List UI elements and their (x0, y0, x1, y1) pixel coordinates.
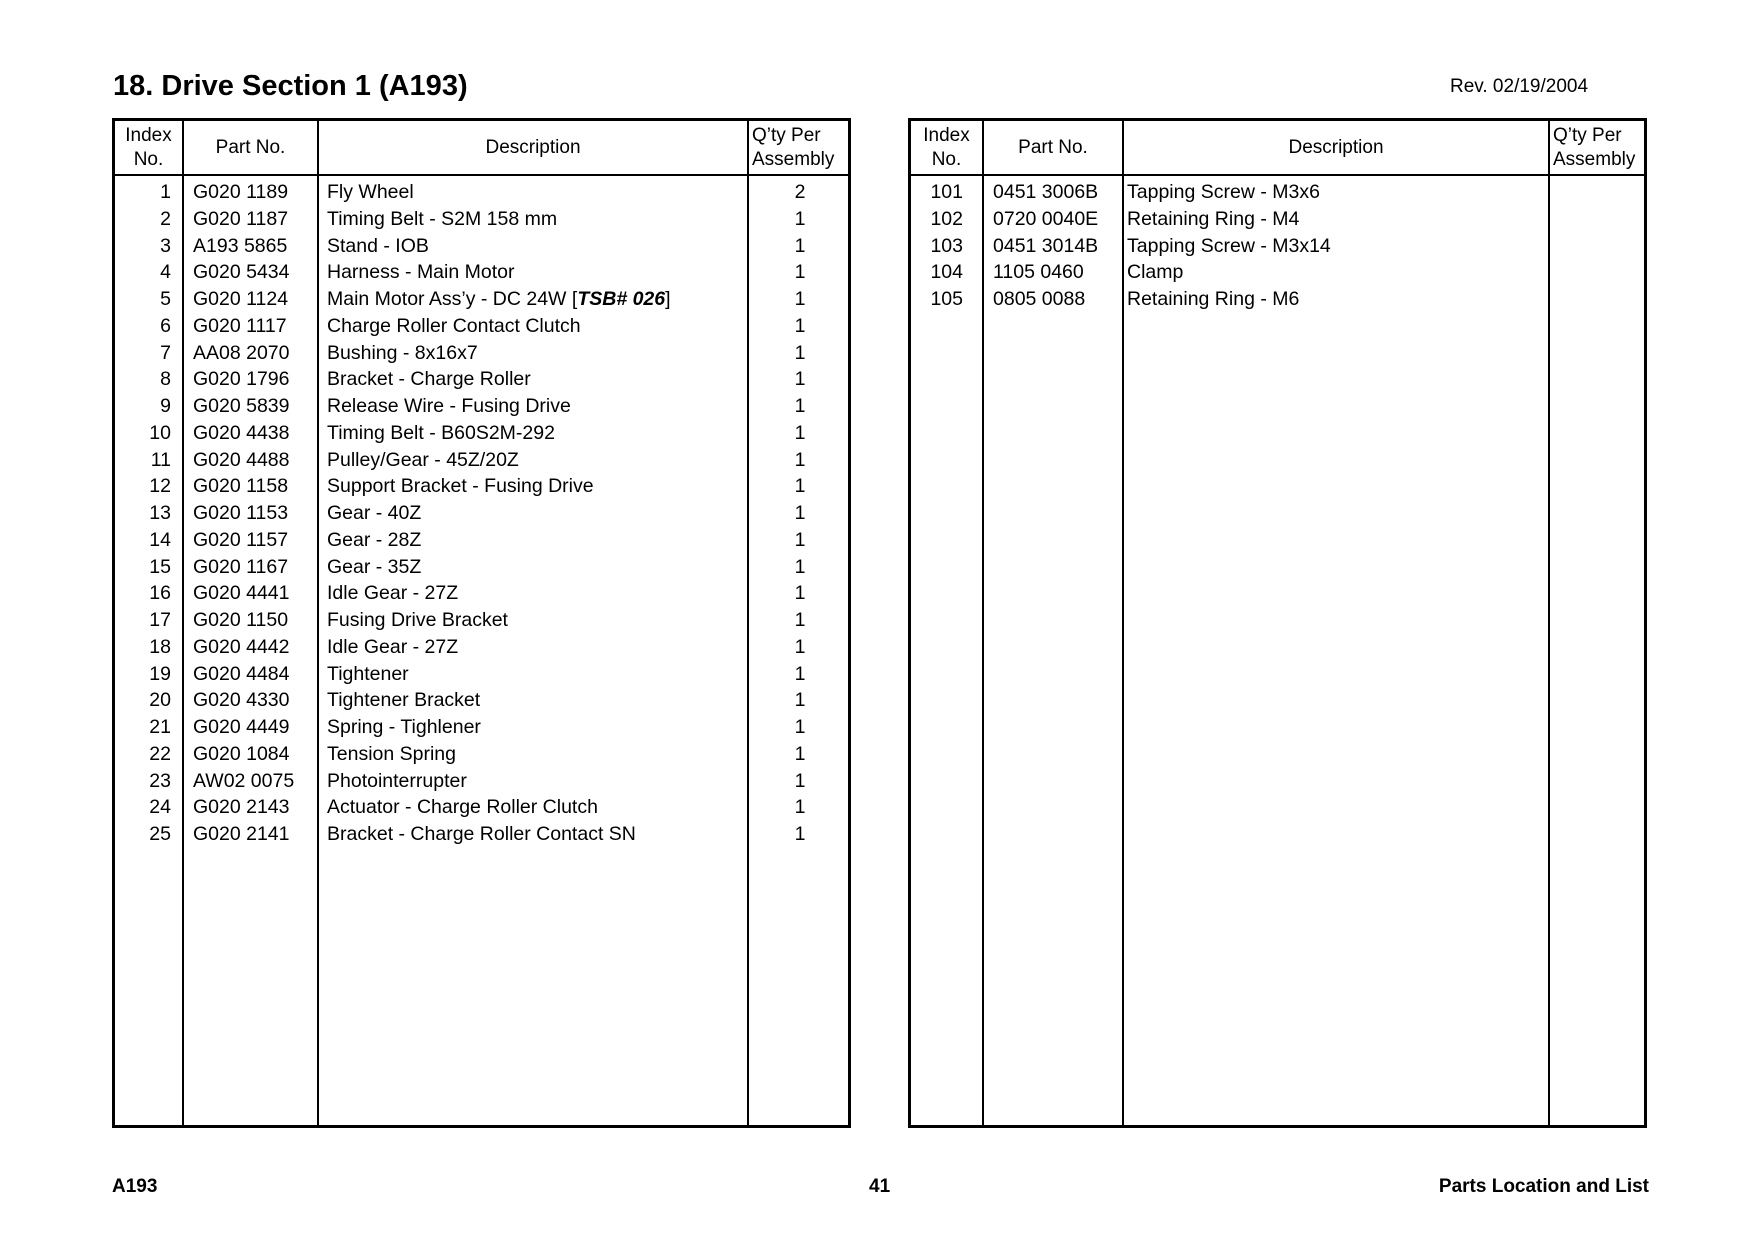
part-number: G020 4438 (193, 421, 290, 444)
quantity: 1 (794, 207, 806, 230)
part-number: G020 4484 (193, 662, 290, 685)
description-text: Main Motor Ass’y - DC 24W [ (327, 288, 578, 310)
quantity: 1 (794, 368, 806, 391)
part-number: G020 1158 (193, 475, 289, 498)
table-row (115, 527, 848, 554)
quantity: 1 (794, 502, 806, 524)
table-row (115, 420, 848, 447)
description (327, 420, 555, 447)
quantity: 1 (794, 635, 806, 658)
quantity: 1 (794, 475, 806, 498)
table-row (115, 179, 848, 206)
description (1127, 286, 1299, 313)
part-number: G020 4330 (193, 689, 290, 712)
table-row (115, 473, 848, 500)
description-text: Bracket - Charge Roller Contact SN (327, 823, 636, 845)
table-row (115, 366, 848, 393)
header-qty: Q’ty Per Assembly (1553, 124, 1636, 170)
header-qty: Q’ty Per Assembly (752, 124, 835, 170)
footer-section-name: Parts Location and List (1438, 1176, 1649, 1197)
description (327, 206, 557, 233)
header-part-no: Part No. (215, 136, 286, 158)
quantity: 1 (794, 288, 806, 310)
quantity: 1 (794, 689, 806, 712)
index-number: 8 (160, 368, 171, 391)
description (327, 768, 467, 795)
description-text: Gear - 40Z (327, 502, 422, 524)
description-text: Harness - Main Motor (327, 261, 515, 284)
description-text: Gear - 28Z (327, 528, 422, 551)
page-title: 18. Drive Section 1 (A193) (113, 70, 468, 102)
description (327, 447, 519, 474)
quantity: 1 (794, 796, 806, 819)
description-text: Charge Roller Contact Clutch (327, 314, 581, 337)
part-number: 0451 3014B (993, 234, 1099, 257)
quantity: 1 (794, 448, 806, 471)
description-text: Idle Gear - 27Z (327, 582, 459, 605)
index-number: 105 (930, 288, 963, 310)
quantity: 1 (794, 395, 806, 417)
description-text: Fly Wheel (327, 181, 414, 203)
index-number: 18 (149, 635, 171, 658)
description (327, 340, 478, 367)
part-number: 0805 0088 (993, 288, 1086, 310)
description-text: Clamp (1127, 261, 1184, 284)
quantity: 1 (794, 261, 806, 284)
index-number: 17 (149, 609, 171, 631)
description (327, 366, 531, 393)
part-number: AW02 0075 (193, 769, 295, 792)
index-number: 24 (149, 796, 171, 819)
index-number: 6 (160, 314, 171, 337)
description (327, 179, 414, 206)
revision-date: Rev. 02/19/2004 (1450, 76, 1589, 97)
index-number: 11 (150, 448, 171, 471)
description-text-end: ] (665, 288, 671, 310)
description-text: Stand - IOB (327, 234, 429, 257)
parts-table-left (112, 118, 851, 1128)
table-row (911, 259, 1644, 286)
part-number: G020 1157 (193, 528, 289, 551)
index-number: 1 (160, 181, 171, 203)
description-text: Actuator - Charge Roller Clutch (327, 796, 598, 819)
part-number: 0720 0040E (993, 207, 1099, 230)
description-text: Timing Belt - S2M 158 mm (327, 207, 558, 230)
table-row (115, 580, 848, 607)
quantity: 1 (794, 742, 806, 765)
header-divider (115, 174, 848, 176)
index-number: 16 (149, 582, 171, 605)
table-body-right (911, 179, 1644, 313)
footer-page-number: 41 (869, 1176, 891, 1197)
part-number: G020 1084 (193, 742, 290, 765)
index-number: 103 (930, 234, 963, 257)
quantity: 2 (794, 181, 806, 203)
description (327, 714, 481, 741)
quantity: 1 (794, 314, 806, 337)
description-text: Tapping Screw - M3x6 (1127, 181, 1320, 203)
table-row (115, 768, 848, 795)
table-row (115, 687, 848, 714)
description-text: Bracket - Charge Roller (327, 368, 531, 391)
description (327, 607, 508, 634)
part-number: G020 4442 (193, 635, 290, 658)
index-number: 2 (160, 207, 171, 230)
description-text: Retaining Ring - M4 (1127, 207, 1300, 230)
footer-model: A193 (112, 1176, 158, 1197)
index-number: 102 (930, 207, 963, 230)
table-row (911, 286, 1644, 313)
table-row (115, 741, 848, 768)
quantity: 1 (794, 341, 806, 364)
description-text: Tightener Bracket (327, 689, 481, 712)
table-row (115, 393, 848, 420)
header-index: Index No. (923, 124, 970, 170)
table-row (115, 661, 848, 688)
index-number: 22 (149, 742, 171, 765)
description-text: Tightener (327, 662, 409, 685)
index-number: 7 (160, 341, 171, 364)
index-number: 5 (160, 288, 171, 310)
part-number: G020 5434 (193, 261, 290, 284)
part-number: G020 1189 (193, 181, 289, 203)
index-number: 9 (160, 395, 171, 417)
quantity: 1 (794, 528, 806, 551)
table-row (115, 447, 848, 474)
table-row (115, 286, 848, 313)
description (327, 794, 598, 821)
table-row (115, 714, 848, 741)
index-number: 23 (149, 769, 171, 792)
table-row (115, 313, 848, 340)
header-part-no: Part No. (1018, 136, 1088, 158)
description (327, 634, 458, 661)
table-row (115, 340, 848, 367)
index-number: 20 (149, 689, 171, 712)
description (327, 821, 636, 848)
index-number: 10 (149, 421, 171, 444)
description-text: Gear - 35Z (327, 555, 422, 578)
description-text: Tapping Screw - M3x14 (1127, 234, 1331, 257)
index-number: 15 (149, 555, 171, 578)
description (327, 687, 480, 714)
table-row (115, 500, 848, 527)
part-number: G020 1117 (193, 314, 287, 337)
header-divider (911, 174, 1644, 176)
table-row (115, 794, 848, 821)
part-number: 0451 3006B (993, 181, 1099, 203)
index-number: 21 (149, 716, 171, 738)
index-number: 12 (149, 475, 171, 498)
description (327, 286, 671, 313)
description (327, 500, 421, 527)
quantity: 1 (794, 582, 806, 605)
description (1127, 206, 1299, 233)
description-text: Photointerrupter (327, 769, 467, 792)
table-body-left (115, 179, 848, 848)
description-text: Support Bracket - Fusing Drive (327, 475, 594, 498)
quantity: 1 (794, 421, 806, 444)
index-number: 101 (930, 181, 963, 203)
quantity: 1 (794, 609, 806, 631)
description (327, 527, 421, 554)
part-number: G020 2143 (193, 796, 290, 819)
header-index: Index No. (125, 124, 172, 170)
description-text: Release Wire - Fusing Drive (327, 395, 571, 417)
quantity: 1 (794, 769, 806, 792)
description (327, 473, 594, 500)
description (327, 554, 421, 581)
description-text: Pulley/Gear - 45Z/20Z (327, 448, 519, 471)
table-row (115, 821, 848, 848)
description-text: Timing Belt - B60S2M-292 (327, 421, 555, 444)
table-row (911, 206, 1644, 233)
description (327, 233, 429, 260)
part-number: 1105 0460 (993, 261, 1084, 284)
part-number: G020 1124 (193, 288, 289, 310)
part-number: G020 4441 (193, 582, 290, 605)
table-row (115, 554, 848, 581)
index-number: 3 (160, 234, 171, 257)
description-text: Fusing Drive Bracket (327, 609, 508, 631)
table-row (115, 233, 848, 260)
quantity: 1 (794, 234, 806, 257)
description (1127, 233, 1331, 260)
table-row (115, 634, 848, 661)
index-number: 4 (160, 261, 171, 284)
part-number: G020 2141 (193, 823, 290, 845)
table-row (115, 206, 848, 233)
description (327, 393, 571, 420)
description-text: Spring - Tighlener (327, 716, 481, 738)
description-text: Idle Gear - 27Z (327, 635, 459, 658)
part-number: G020 1796 (193, 368, 290, 391)
description (327, 661, 409, 688)
index-number: 13 (149, 502, 171, 524)
part-number: G020 5839 (193, 395, 290, 417)
quantity: 1 (794, 662, 806, 685)
description (327, 580, 458, 607)
part-number: G020 4449 (193, 716, 290, 738)
part-number: G020 4488 (193, 448, 290, 471)
index-number: 14 (149, 528, 171, 551)
description (1127, 259, 1183, 286)
index-number: 19 (149, 662, 171, 685)
table-row (911, 233, 1644, 260)
table-row (115, 259, 848, 286)
part-number: A193 5865 (193, 234, 288, 257)
description (1127, 179, 1320, 206)
quantity: 1 (794, 555, 806, 578)
quantity: 1 (794, 823, 806, 845)
tsb-reference: TSB# 026 (577, 288, 666, 310)
table-row (115, 607, 848, 634)
header-description: Description (1288, 136, 1384, 158)
description-text: Retaining Ring - M6 (1127, 288, 1300, 310)
part-number: G020 1187 (193, 207, 289, 230)
parts-table-right (908, 118, 1647, 1128)
part-number: G020 1167 (193, 555, 289, 578)
description (327, 259, 514, 286)
description-text: Tension Spring (327, 742, 456, 765)
description-text: Bushing - 8x16x7 (327, 341, 478, 364)
description (327, 741, 456, 768)
table-row (911, 179, 1644, 206)
quantity: 1 (794, 716, 806, 738)
index-number: 25 (149, 823, 171, 845)
part-number: G020 1150 (193, 609, 289, 631)
header-description: Description (485, 136, 581, 158)
part-number: AA08 2070 (193, 341, 290, 364)
index-number: 104 (930, 261, 963, 284)
description (327, 313, 581, 340)
part-number: G020 1153 (193, 502, 289, 524)
